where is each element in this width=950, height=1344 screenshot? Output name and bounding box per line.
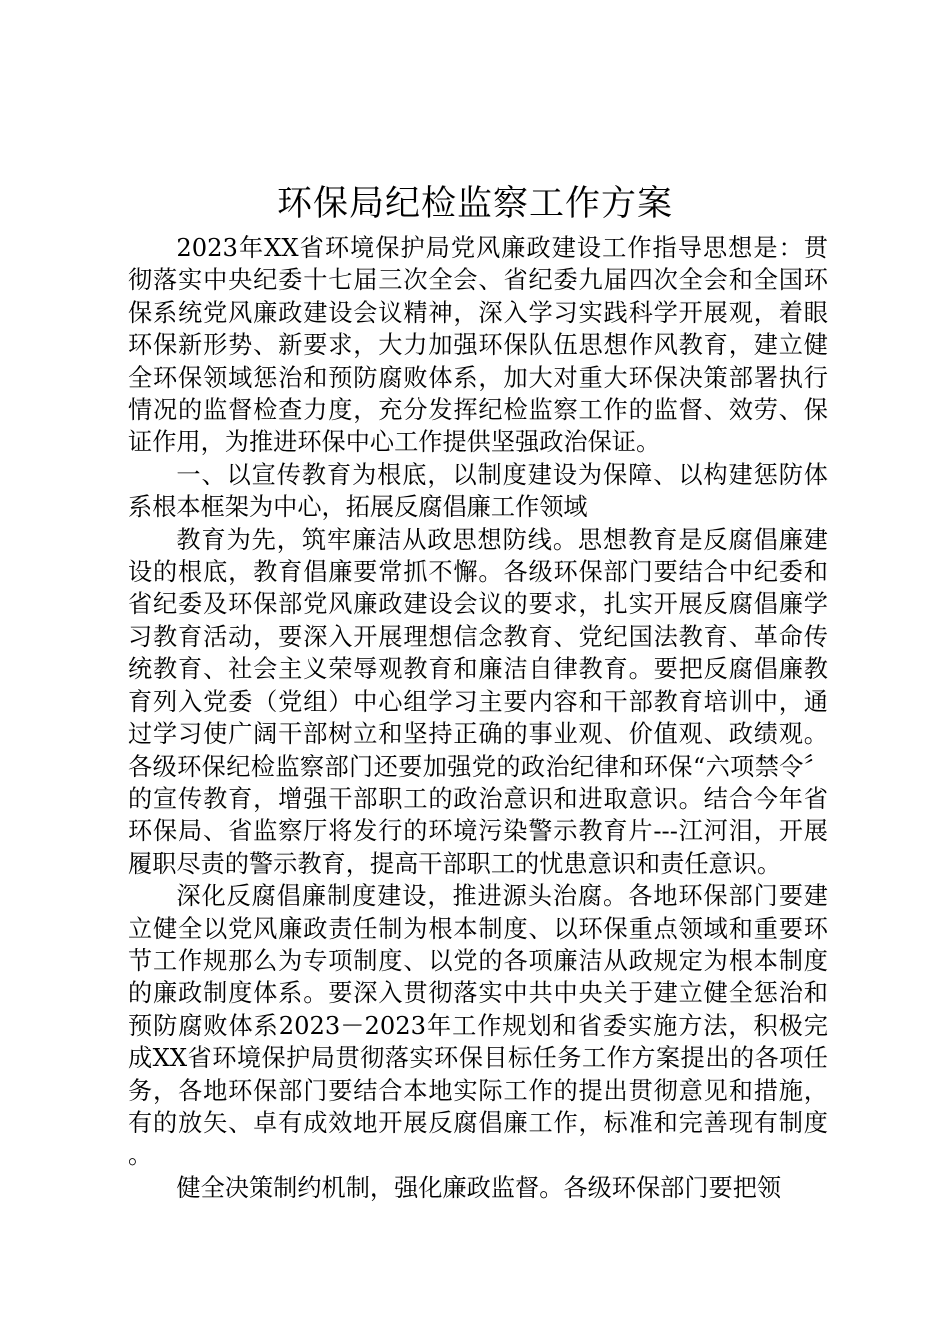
paragraph-system-building: 深化反腐倡廉制度建设，推进源头治腐。各地环保部门要建立健全以党风廉政责任制为根本制度、以环保重点领域和重要环节工作规那么为专项制度、以党的各项廉洁从政规定为根本制度的廉政制度体系。要深入贯彻落实中共中央关于建立健全惩治和预防腐败体系2023－2023年工作规划和省委实施方法，积极完成XX省环境保护局贯彻落实环保目标任务工作方案提出的各项任务，各地环保部门要结合本地实际工作的提出贯彻意见和措施，有的放矢、卓有成效地开展反腐倡廉工作，标准和完善现有制度。 [128,882,828,1170]
document-title: 环保局纪检监察工作方案 [276,184,673,224]
paragraph-guiding-ideology: 2023年XX省环境保护局党风廉政建设工作指导思想是：贯彻落实中央纪委十七届三次全会、省纪委九届四次全会和全国环保系统党风廉政建设会议精神，深入学习实践科学开展观，着眼环保新形势、新要求，大力加强环保队伍思想作风教育，建立健全环保领域惩治和预防腐败体系，加大对重大环保决策部署执行情况的监督检查力度，充分发挥纪检监察工作的监督、效劳、保证作用，为推进环保中心工作提供坚强政治保证。 [128,234,828,457]
paragraph-education: 教育为先，筑牢廉洁从政思想防线。思想教育是反腐倡廉建设的根底，教育倡廉要常抓不懈。各级环保部门要结合中纪委和省纪委及环保部党风廉政建设会议的要求，扎实开展反腐倡廉学习教育活动，要深入开展理想信念教育、党纪国法教育、革命传统教育、社会主义荣辱观教育和廉洁自律教育。要把反腐倡廉教育列入党委（党组）中心组学习主要内容和干部教育培训中，通过学习使广阔干部树立和坚持正确的事业观、价值观、政绩观。各级环保纪检监察部门还要加强党的政治纪律和环保“六项禁令〞的宣传教育，增强干部职工的政治意识和进取意识。结合今年省环保局、省监察厅将发行的环境污染警示教育片---江河泪，开展履职尽责的警示教育，提高干部职工的忧患意识和责任意识。 [128,525,828,878]
paragraph-decision-supervision: 健全决策制约机制，强化廉政监督。各级环保部门要把领 [176,1173,782,1202]
document-body [128,232,828,1204]
paragraph-section-heading-1: 一、以宣传教育为根底，以制度建设为保障、以构建惩防体系根本框架为中心，拓展反腐倡廉工作领域 [128,460,828,522]
